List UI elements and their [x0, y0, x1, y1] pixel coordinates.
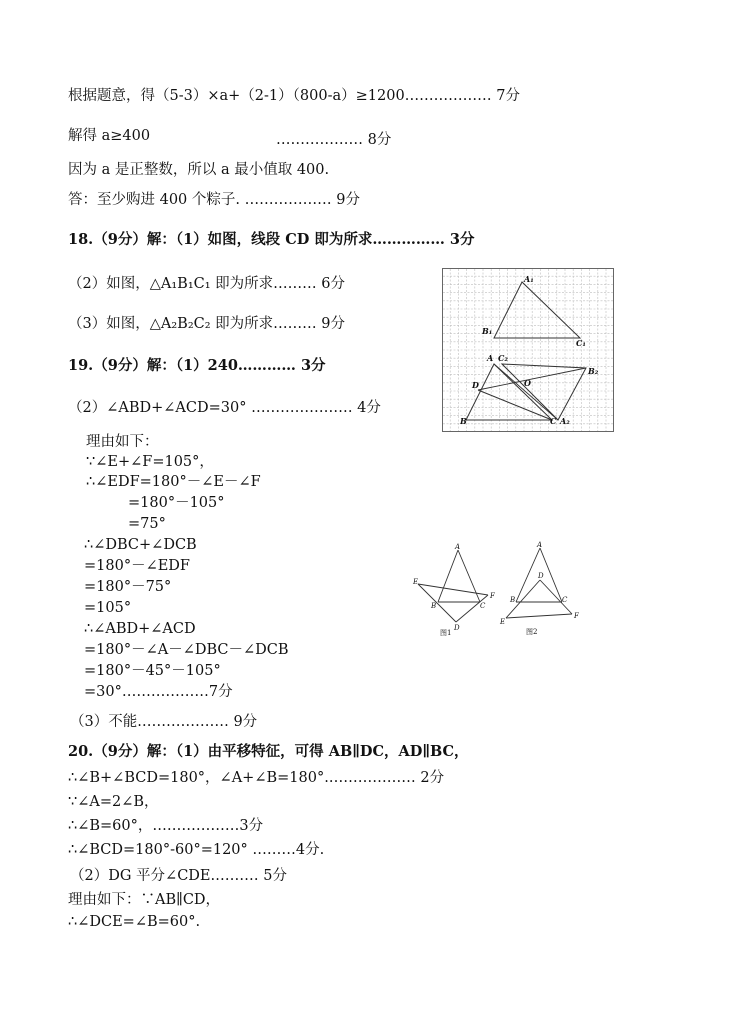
solution-line: 解得 a≥400 [68, 128, 151, 144]
fig1-caption: 图1 [440, 629, 452, 637]
solution-line: ∴∠DCE=∠B=60°. [68, 914, 201, 930]
solution-line: =180°－∠A－∠DBC－∠DCB [84, 642, 289, 658]
label-d: D [472, 380, 479, 390]
fig2-label-e: E [500, 618, 506, 626]
fig2-label-b: B [510, 596, 516, 604]
fig1-label-f: F [490, 592, 495, 600]
solution-line: 因为 a 是正整数，所以 a 最小值取 400. [68, 162, 330, 178]
solution-line: ∴∠B=60°，………………3分 [68, 818, 264, 834]
fig2-label-a: A [537, 541, 543, 549]
label-a1: A₁ [524, 274, 534, 284]
points-mark: ……………… 8分 [276, 132, 392, 148]
question-20-line: 20.（9分）解：（1）由平移特征，可得 AB∥DC，AD∥BC， [68, 743, 469, 760]
figure-1 [408, 540, 508, 640]
solution-line: ∴∠BCD=180°-60°=120° ………4分. [68, 842, 325, 858]
solution-line: 理由如下：∵AB∥CD， [68, 892, 221, 908]
label-o: O [524, 378, 531, 388]
fig1-label-d: D [454, 624, 460, 632]
solution-line: ∵∠A=2∠B， [68, 794, 159, 810]
fig2-label-c: C [562, 596, 568, 604]
solution-line: 根据题意，得（5-3）×a+（2-1）（800-a）≥1200……………… 7分 [68, 88, 520, 104]
label-c2: C₂ [498, 353, 508, 363]
solution-line: （3）如图，△A₂B₂C₂ 即为所求……… 9分 [68, 316, 345, 332]
solution-line: （3）不能.……………… 9分 [70, 714, 258, 730]
solution-line: =180°－45°－105° [84, 663, 221, 679]
solution-line: =180°－75° [84, 579, 172, 595]
solution-line: =75° [128, 516, 166, 532]
fig2-label-d: D [538, 572, 544, 580]
question-19-line: 19.（9分）解：（1）240………… 3分 [68, 357, 326, 374]
solution-line: （2）∠ABD+∠ACD=30° ………………… 4分 [68, 400, 381, 416]
label-c: C [550, 416, 557, 426]
solution-line: ∴∠DBC+∠DCB [84, 537, 197, 553]
solution-line: （2）如图，△A₁B₁C₁ 即为所求……… 6分 [68, 276, 345, 292]
fig1-label-e: E [413, 578, 419, 586]
solution-line: =180°－105° [128, 495, 225, 511]
label-b2: B₂ [588, 366, 599, 376]
label-c1: C₁ [576, 338, 586, 348]
solution-line: ∴∠B+∠BCD=180°，∠A+∠B=180°.……………… 2分 [68, 770, 445, 786]
fig1-label-b: B [431, 602, 437, 610]
question-18-line: 18.（9分）解：（1）如图，线段 CD 即为所求…………… 3分 [68, 231, 475, 248]
label-a: A [487, 353, 494, 363]
solution-line: ∴∠ABD+∠ACD [84, 621, 196, 637]
fig2-caption: 图2 [526, 628, 538, 636]
fig1-label-a: A [455, 543, 461, 551]
solution-line: ∴∠EDF=180°－∠E－∠F [86, 474, 261, 490]
solution-line: =30°………………7分 [84, 684, 233, 700]
label-b: B [460, 416, 467, 426]
fig2-label-f: F [574, 612, 579, 620]
fig1-label-c: C [480, 602, 486, 610]
label-b1: B₁ [482, 326, 493, 336]
figure-2 [496, 540, 592, 640]
solution-line: 理由如下： [86, 434, 159, 450]
solution-line: =105° [84, 600, 132, 616]
solution-line: 答：至少购进 400 个粽子. ……………… 9分 [68, 192, 360, 208]
solution-line: ∵∠E+∠F=105°， [86, 454, 214, 470]
solution-line: =180°－∠EDF [84, 558, 190, 574]
grid-figure [442, 268, 614, 432]
solution-line: （2）DG 平分∠CDE.……… 5分 [70, 868, 287, 884]
label-a2: A₂ [560, 416, 570, 426]
